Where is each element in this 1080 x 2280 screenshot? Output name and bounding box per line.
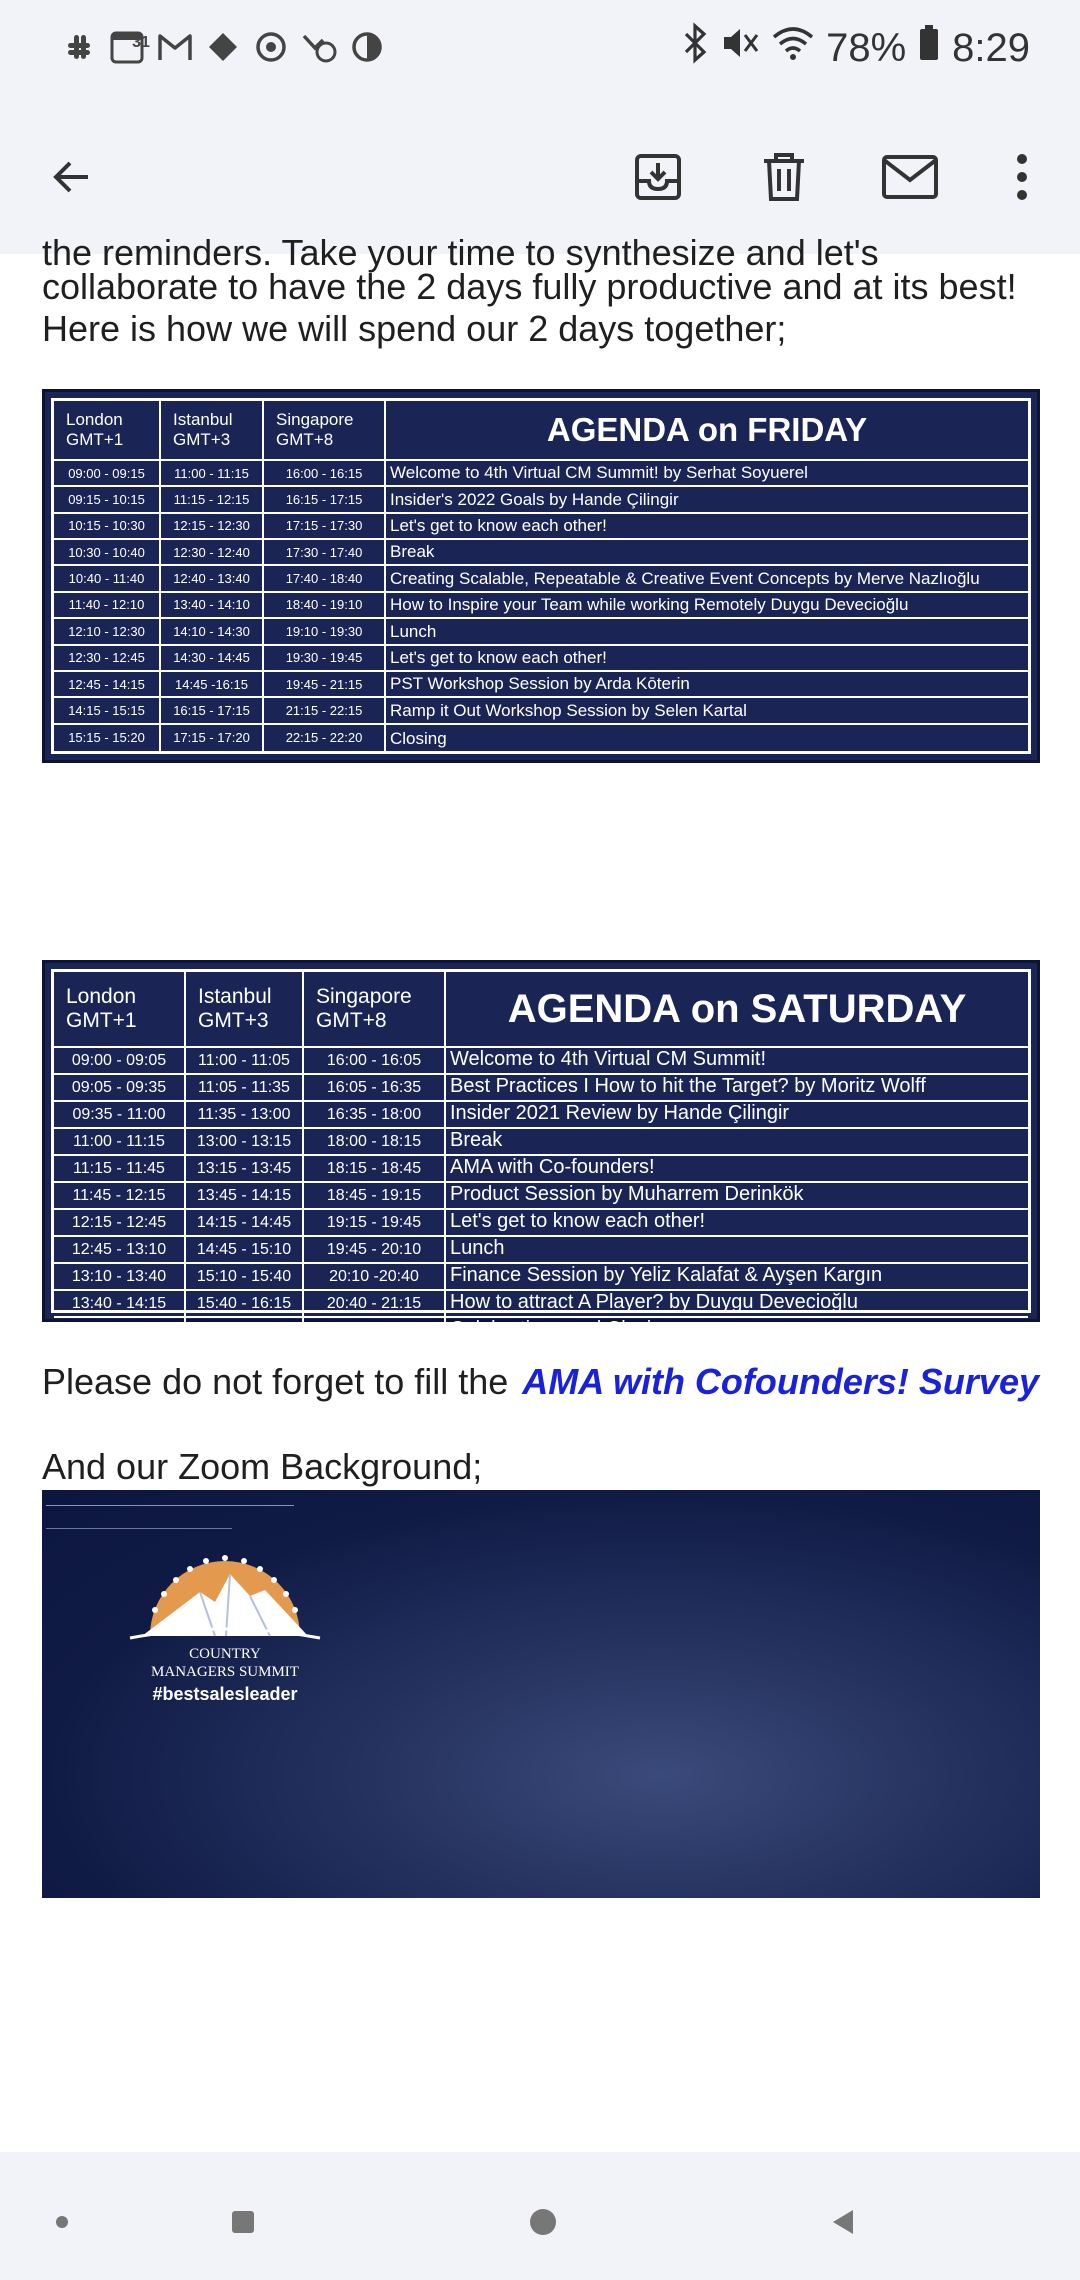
agenda-time-cell: 16:15 - 16:30 (186, 1318, 304, 1343)
wifi-icon (772, 26, 814, 71)
agenda-time-cell: 12:15 - 12:45 (54, 1210, 186, 1237)
agenda-time-cell: 16:00 - 16:15 (264, 461, 386, 487)
logo-line-1: COUNTRY (189, 1646, 261, 1662)
agenda-event-cell: Welcome to 4th Virtual CM Summit! (446, 1048, 1028, 1075)
agenda-time-cell: 12:10 - 12:30 (54, 619, 161, 645)
saturday-header-istanbul: Istanbul GMT+3 (186, 972, 304, 1048)
agenda-event-cell: How to attract A Player? by Duygu Devecioğlu (446, 1291, 1028, 1318)
agenda-event-cell: Ramp it Out Workshop Session by Selen Kartal (386, 698, 1028, 724)
battery-percent: 78% (826, 25, 907, 70)
decor-line (46, 1505, 294, 1506)
agenda-event-cell: How to Inspire your Team while working Remotely Duygu Devecioğlu (386, 593, 1028, 619)
decor-line (46, 1528, 232, 1529)
diamond-icon (206, 30, 240, 64)
calendar-day: 31 (132, 34, 150, 51)
agenda-time-cell: 13:40 - 14:15 (54, 1291, 186, 1318)
summit-logo (130, 1548, 320, 1707)
navigation-bar (0, 2152, 1080, 2280)
zoom-background-text: And our Zoom Background; (42, 1446, 483, 1487)
slack-icon (62, 30, 96, 64)
agenda-event-cell: Break (446, 1129, 1028, 1156)
agenda-time-cell: 16:15 - 17:15 (161, 698, 264, 724)
saturday-header-singapore: Singapore GMT+8 (304, 972, 446, 1048)
survey-line (42, 1361, 1039, 1403)
agenda-time-cell: 20:40 - 21:15 (304, 1291, 446, 1318)
agenda-time-cell: 21:15 - 21:30 (304, 1318, 446, 1343)
agenda-time-cell: 16:15 - 17:15 (264, 487, 386, 513)
agenda-time-cell: 15:40 - 16:15 (186, 1291, 304, 1318)
agenda-event-cell: Let's get to know each other! (386, 646, 1028, 672)
agenda-time-cell: 19:45 - 20:10 (304, 1237, 446, 1264)
delete-icon[interactable] (746, 139, 822, 215)
agenda-time-cell: 17:15 - 17:30 (264, 514, 386, 540)
agenda-time-cell: 14:15 - 15:15 (54, 698, 161, 724)
agenda-time-cell: 14:15 - 14:45 (186, 1210, 304, 1237)
agenda-event-cell: Welcome to 4th Virtual CM Summit! by Serhat Soyuerel (386, 461, 1028, 487)
agenda-time-cell: 12:30 - 12:40 (161, 540, 264, 566)
agenda-time-cell: 19:45 - 21:15 (264, 672, 386, 698)
agenda-saturday (42, 960, 1040, 1340)
zoom-background-image (42, 1490, 1040, 1898)
agenda-time-cell: 15:15 - 15:20 (54, 725, 161, 751)
missed-call-icon (302, 30, 336, 64)
agenda-time-cell: 09:35 - 11:00 (54, 1102, 186, 1129)
agenda-event-cell: Celebrations and Closing (450, 1318, 674, 1340)
agenda-time-cell: 11:45 - 12:15 (54, 1183, 186, 1210)
agenda-time-cell: 10:40 - 11:40 (54, 566, 161, 592)
agenda-time-cell: 14:45 -16:15 (161, 672, 264, 698)
agenda-time-cell: 18:15 - 18:45 (304, 1156, 446, 1183)
home-icon[interactable] (513, 2192, 573, 2252)
agenda-time-cell: 17:40 - 18:40 (264, 566, 386, 592)
agenda-time-cell: 16:05 - 16:35 (304, 1075, 446, 1102)
agenda-event-cell: Product Session by Muharrem Derinkök (446, 1183, 1028, 1210)
agenda-time-cell: 11:15 - 11:45 (54, 1156, 186, 1183)
battery-icon (918, 24, 940, 72)
agenda-time-cell: 10:15 - 10:30 (54, 514, 161, 540)
agenda-time-cell: 12:30 - 12:45 (54, 646, 161, 672)
logo-line-2: MANAGERS SUMMIT (151, 1664, 299, 1680)
agenda-event-cell: AMA with Co-founders! (446, 1156, 1028, 1183)
agenda-time-cell: 18:40 - 19:10 (264, 593, 386, 619)
agenda-time-cell: 14:45 - 15:10 (186, 1237, 304, 1264)
agenda-time-cell: 14:10 - 14:30 (161, 619, 264, 645)
agenda-time-cell: 15:10 - 15:40 (186, 1264, 304, 1291)
gmail-icon (158, 30, 192, 64)
agenda-event-cell: Lunch (446, 1237, 1028, 1264)
agenda-time-cell: 18:00 - 18:15 (304, 1129, 446, 1156)
agenda-time-cell: 19:15 - 19:45 (304, 1210, 446, 1237)
saturday-header-london: London GMT+1 (54, 972, 186, 1048)
sync-icon (254, 30, 288, 64)
agenda-time-cell: 13:40 - 14:10 (161, 593, 264, 619)
pie-icon (350, 30, 384, 64)
agenda-friday (42, 389, 1040, 763)
agenda-time-cell: 11:15 - 12:15 (161, 487, 264, 513)
agenda-time-cell: 11:00 - 11:05 (186, 1048, 304, 1075)
agenda-time-cell: 22:15 - 22:20 (264, 725, 386, 751)
status-bar (0, 0, 1080, 104)
agenda-event-cell: Best Practices I How to hit the Target? by Moritz Wolff (446, 1075, 1028, 1102)
logo-hashtag: #bestsalesleader (152, 1684, 298, 1704)
agenda-time-cell: 17:15 - 17:20 (161, 725, 264, 751)
agenda-time-cell: 11:05 - 11:35 (186, 1075, 304, 1102)
survey-link[interactable]: AMA with Cofounders! Survey (522, 1361, 1039, 1402)
agenda-time-cell: 13:10 - 13:40 (54, 1264, 186, 1291)
agenda-time-cell: 17:30 - 17:40 (264, 540, 386, 566)
friday-header-singapore: Singapore GMT+8 (264, 401, 386, 461)
friday-header-istanbul: Istanbul GMT+3 (161, 401, 264, 461)
intro-line-2: Here is how we will spend our 2 days together; (42, 308, 787, 349)
more-vert-icon[interactable] (984, 139, 1060, 215)
friday-title: AGENDA on FRIDAY (386, 401, 1028, 461)
agenda-time-cell: 19:10 - 19:30 (264, 619, 386, 645)
recents-icon[interactable] (213, 2192, 273, 2252)
agenda-time-cell: 13:45 - 14:15 (186, 1183, 304, 1210)
agenda-time-cell: 14:30 - 14:45 (161, 646, 264, 672)
agenda-time-cell: 12:45 - 14:15 (54, 672, 161, 698)
agenda-time-cell: 09:15 - 10:15 (54, 487, 161, 513)
summit-logo-mark (130, 1548, 320, 1640)
agenda-time-cell: 12:45 - 13:10 (54, 1237, 186, 1264)
agenda-time-cell: 10:30 - 10:40 (54, 540, 161, 566)
agenda-time-cell: 11:40 - 12:10 (54, 593, 161, 619)
agenda-event-cell: Lunch (386, 619, 1028, 645)
agenda-event-cell: Insider 2021 Review by Hande Çilingir (446, 1102, 1028, 1129)
agenda-time-cell: 16:35 - 18:00 (304, 1102, 446, 1129)
cut-off-line: the reminders. Take your time to synthesize and let's (42, 232, 879, 273)
agenda-time-cell: 09:05 - 09:35 (54, 1075, 186, 1102)
agenda-time-cell: 11:00 - 11:15 (54, 1129, 186, 1156)
agenda-event-cell: PST Workshop Session by Arda Kōterin (386, 672, 1028, 698)
agenda-time-cell: 21:15 - 22:15 (264, 698, 386, 724)
agenda-time-cell: 11:35 - 13:00 (186, 1102, 304, 1129)
back-arrow-icon[interactable] (34, 139, 110, 215)
agenda-time-cell: 18:45 - 19:15 (304, 1183, 446, 1210)
agenda-time-cell: 14:15 - 14:30 (54, 1318, 186, 1343)
agenda-time-cell: 09:00 - 09:05 (54, 1048, 186, 1075)
agenda-time-cell: 09:00 - 09:15 (54, 461, 161, 487)
agenda-event-cell: Let's get to know each other! (386, 514, 1028, 540)
agenda-time-cell: 12:15 - 12:30 (161, 514, 264, 540)
agenda-event-cell: Finance Session by Yeliz Kalafat & Ayşen Kargın (446, 1264, 1028, 1291)
mute-icon (722, 25, 760, 71)
agenda-event-cell: Creating Scalable, Repeatable & Creative Event Concepts by Merve Nazlıoğlu (386, 566, 1028, 592)
notification-icons (62, 30, 384, 64)
mail-icon[interactable] (872, 139, 948, 215)
intro-line-1: collaborate to have the 2 days fully productive and at its best! (42, 266, 1017, 307)
system-status (680, 24, 1030, 72)
agenda-event-cell: Break (386, 540, 1028, 566)
archive-icon[interactable] (620, 139, 696, 215)
agenda-event-cell: Insider's 2022 Goals by Hande Çilingir (386, 487, 1028, 513)
agenda-event-cell: Closing (390, 728, 447, 748)
friday-header-london: London GMT+1 (54, 401, 161, 461)
saturday-title: AGENDA on SATURDAY (446, 972, 1028, 1048)
agenda-time-cell: 12:40 - 13:40 (161, 566, 264, 592)
dot-icon[interactable] (32, 2192, 92, 2252)
agenda-event-cell: Let's get to know each other! (446, 1210, 1028, 1237)
back-icon[interactable] (813, 2192, 873, 2252)
bluetooth-icon (680, 24, 710, 72)
email-body[interactable] (0, 232, 1080, 2152)
agenda-time-cell: 13:15 - 13:45 (186, 1156, 304, 1183)
agenda-time-cell: 11:00 - 11:15 (161, 461, 264, 487)
clock: 8:29 (952, 25, 1030, 70)
agenda-time-cell: 19:30 - 19:45 (264, 646, 386, 672)
survey-text: Please do not forget to fill the (42, 1361, 509, 1402)
agenda-time-cell: 20:10 -20:40 (304, 1264, 446, 1291)
agenda-time-cell: 13:00 - 13:15 (186, 1129, 304, 1156)
agenda-time-cell: 16:00 - 16:05 (304, 1048, 446, 1075)
